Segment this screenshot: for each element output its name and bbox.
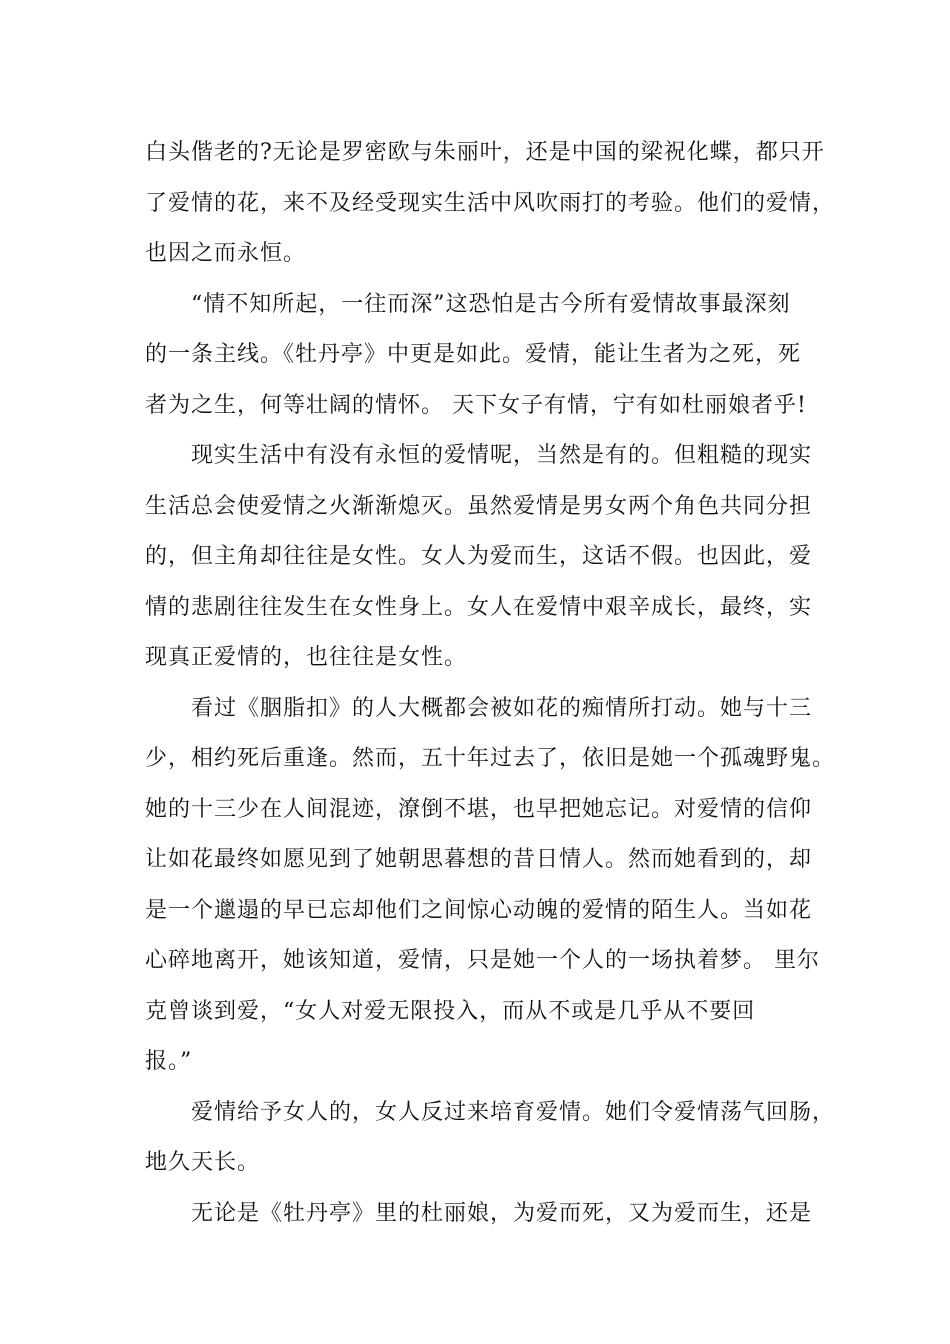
text-line: 爱情给予女人的，女人反过来培育爱情。她们令爱情荡气回肠， [191,1099,836,1125]
text-line: 情的悲剧往往发生在女性身上。女人在爱情中艰辛成长，最终，实 [145,594,813,620]
text-line: 也因之而永恒。 [145,241,307,266]
text-line: 的，但主角却往往是女性。女人为爱而生，这话不假。也因此，爱 [145,544,813,569]
text-line: “情不知所起，一往而深”这恐怕是古今所有爱情故事最深刻 [191,291,791,317]
text-line: 报。” [145,1049,193,1074]
text-line: 让如花最终如愿见到了她朝思暮想的昔日情人。然而她看到的，却 [145,847,813,872]
body-text [145,128,836,1239]
text-line: 克曾谈到爱，“女人对爱无限投入，而从不或是几乎从不要回 [145,998,756,1024]
text-line: 少，相约死后重逢。然而，五十年过去了，依旧是她一个孤魂野鬼。 [145,746,836,771]
text-line: 心碎地离开，她该知道，爱情，只是她一个人的一场执着梦。 里尔 [145,948,820,973]
text-line: 地久天长。 [145,1150,261,1175]
text-line: 了爱情的花，来不及经受现实生活中风吹雨打的考验。他们的爱情， [145,190,836,216]
text-line: 现真正爱情的，也往往是女性。 [145,645,468,670]
text-line: 无论是《牡丹亭》里的杜丽娘，为爱而死，又为爱而生，还是 [191,1200,813,1226]
text-line: 现实生活中有没有永恒的爱情呢，当然是有的。但粗糙的现实 [191,443,813,468]
text-line: 看过《胭脂扣》的人大概都会被如花的痴情所打动。她与十三 [191,695,813,721]
text-line: 她的十三少在人间混迹，潦倒不堪，也早把她忘记。对爱情的信仰 [145,796,813,822]
text-line: 者为之生，何等壮阔的情怀。 天下女子有情，宁有如杜丽娘者乎! [145,392,807,418]
text-line: 生活总会使爱情之火渐渐熄灭。虽然爱情是男女两个角色共同分担 [145,493,813,519]
text-line: 的一条主线。《牡丹亭》中更是如此。爱情，能让生者为之死，死 [145,342,802,367]
text-line: 是一个邋遢的早已忘却他们之间惊心动魄的爱情的陌生人。当如花 [145,897,813,923]
text-line: 白头偕老的?无论是罗密欧与朱丽叶，还是中国的梁祝化蝶，都只开 [145,140,825,165]
